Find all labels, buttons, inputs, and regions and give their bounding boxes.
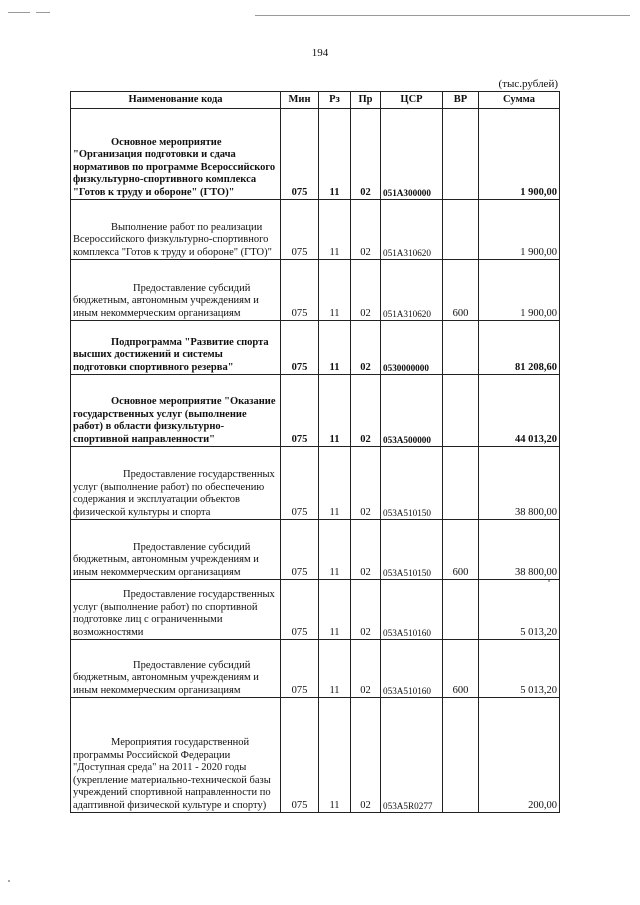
table-row bbox=[71, 580, 560, 640]
row-sum: 1 900,00 bbox=[479, 200, 560, 260]
row-rz: 11 bbox=[319, 640, 351, 698]
row-csr: 051А300000 bbox=[381, 109, 443, 200]
table-header-row bbox=[71, 92, 560, 109]
row-sum: 81 208,60 bbox=[479, 321, 560, 375]
row-rz: 11 bbox=[319, 375, 351, 447]
row-csr: 053А510150 bbox=[381, 447, 443, 520]
row-csr: 053А500000 bbox=[381, 375, 443, 447]
row-name: Мероприятия государственной программы Российской Федерации "Доступная среда" на 2011 - 2020 годы (укрепление материально-технической базы учреждений спортивной направленности по адаптивной физической культуре и спорту) bbox=[71, 698, 281, 813]
table-row bbox=[71, 321, 560, 375]
row-sum: 1 900,00 bbox=[479, 260, 560, 321]
row-min: 075 bbox=[281, 447, 319, 520]
row-rz: 11 bbox=[319, 520, 351, 580]
row-name: Предоставление государственных услуг (выполнение работ) по обеспечению содержания и эксплуатации объектов физической культуры и спорта bbox=[71, 447, 281, 520]
row-min: 075 bbox=[281, 200, 319, 260]
row-pr: 02 bbox=[351, 260, 381, 321]
scan-dust-2 bbox=[8, 880, 10, 882]
row-vr: 600 bbox=[443, 520, 479, 580]
row-min: 075 bbox=[281, 321, 319, 375]
row-min: 075 bbox=[281, 698, 319, 813]
table-row bbox=[71, 640, 560, 698]
row-name: Предоставление государственных услуг (выполнение работ) по спортивной подготовке лиц с ограниченными возможностями bbox=[71, 580, 281, 640]
row-csr: 051А310620 bbox=[381, 260, 443, 321]
table-row bbox=[71, 200, 560, 260]
row-pr: 02 bbox=[351, 698, 381, 813]
row-rz: 11 bbox=[319, 698, 351, 813]
header-vr: ВР bbox=[443, 92, 479, 109]
row-vr: 600 bbox=[443, 640, 479, 698]
table-row bbox=[71, 447, 560, 520]
row-sum: 200,00 bbox=[479, 698, 560, 813]
row-csr: 0530000000 bbox=[381, 321, 443, 375]
header-pr: Пр bbox=[351, 92, 381, 109]
scan-artifact-left bbox=[8, 12, 30, 13]
row-name: Предоставление субсидий бюджетным, автономным учреждениям и иным некоммерческим организациям bbox=[71, 520, 281, 580]
budget-table bbox=[70, 91, 560, 813]
header-csr: ЦСР bbox=[381, 92, 443, 109]
row-vr bbox=[443, 321, 479, 375]
row-csr: 051А310620 bbox=[381, 200, 443, 260]
units-label: (тыс.рублей) bbox=[498, 78, 558, 90]
row-sum: 44 013,20 bbox=[479, 375, 560, 447]
table-row bbox=[71, 698, 560, 813]
row-vr bbox=[443, 447, 479, 520]
scan-artifact-top bbox=[255, 15, 630, 16]
row-pr: 02 bbox=[351, 447, 381, 520]
row-pr: 02 bbox=[351, 520, 381, 580]
row-csr: 053А510160 bbox=[381, 640, 443, 698]
row-csr: 053А510160 bbox=[381, 580, 443, 640]
row-vr bbox=[443, 580, 479, 640]
row-pr: 02 bbox=[351, 640, 381, 698]
table-row bbox=[71, 109, 560, 200]
row-vr bbox=[443, 109, 479, 200]
row-name: Выполнение работ по реализации Всероссийского физкультурно-спортивного комплекса "Готов к труду и обороне" (ГТО)" bbox=[71, 200, 281, 260]
row-rz: 11 bbox=[319, 447, 351, 520]
row-rz: 11 bbox=[319, 580, 351, 640]
row-vr: 600 bbox=[443, 260, 479, 321]
row-csr: 053А5R0277 bbox=[381, 698, 443, 813]
row-sum: 5 013,20 bbox=[479, 640, 560, 698]
header-sum: Сумма bbox=[479, 92, 560, 109]
row-csr: 053А510150 bbox=[381, 520, 443, 580]
row-min: 075 bbox=[281, 375, 319, 447]
row-min: 075 bbox=[281, 580, 319, 640]
row-rz: 11 bbox=[319, 260, 351, 321]
row-sum: 38 800,00 bbox=[479, 520, 560, 580]
row-name: Подпрограмма "Развитие спорта высших достижений и системы подготовки спортивного резерва" bbox=[71, 321, 281, 375]
row-rz: 11 bbox=[319, 109, 351, 200]
row-vr bbox=[443, 698, 479, 813]
row-name: Основное мероприятие "Организация подготовки и сдача нормативов по программе Всероссийского физкультурно-спортивного комплекса "Готов к труду и обороне" (ГТО)" bbox=[71, 109, 281, 200]
row-min: 075 bbox=[281, 260, 319, 321]
row-name: Предоставление субсидий бюджетным, автономным учреждениям и иным некоммерческим организациям bbox=[71, 640, 281, 698]
table-row bbox=[71, 520, 560, 580]
row-sum: 1 900,00 bbox=[479, 109, 560, 200]
row-pr: 02 bbox=[351, 321, 381, 375]
row-name: Предоставление субсидий бюджетным, автономным учреждениям и иным некоммерческим организациям bbox=[71, 260, 281, 321]
scan-artifact-left-2 bbox=[36, 12, 50, 13]
row-min: 075 bbox=[281, 520, 319, 580]
header-min: Мин bbox=[281, 92, 319, 109]
row-pr: 02 bbox=[351, 109, 381, 200]
row-pr: 02 bbox=[351, 580, 381, 640]
table-row bbox=[71, 260, 560, 321]
row-pr: 02 bbox=[351, 375, 381, 447]
row-min: 075 bbox=[281, 640, 319, 698]
row-rz: 11 bbox=[319, 321, 351, 375]
row-sum: 5 013,20 bbox=[479, 580, 560, 640]
row-vr bbox=[443, 200, 479, 260]
row-rz: 11 bbox=[319, 200, 351, 260]
row-sum: 38 800,00 bbox=[479, 447, 560, 520]
row-pr: 02 bbox=[351, 200, 381, 260]
row-min: 075 bbox=[281, 109, 319, 200]
row-name: Основное мероприятие "Оказание государственных услуг (выполнение работ) в области физкультурно-спортивной направленности" bbox=[71, 375, 281, 447]
page-number: 194 bbox=[311, 47, 329, 59]
row-vr bbox=[443, 375, 479, 447]
header-rz: Рз bbox=[319, 92, 351, 109]
header-name: Наименование кода bbox=[71, 92, 281, 109]
table-row bbox=[71, 375, 560, 447]
